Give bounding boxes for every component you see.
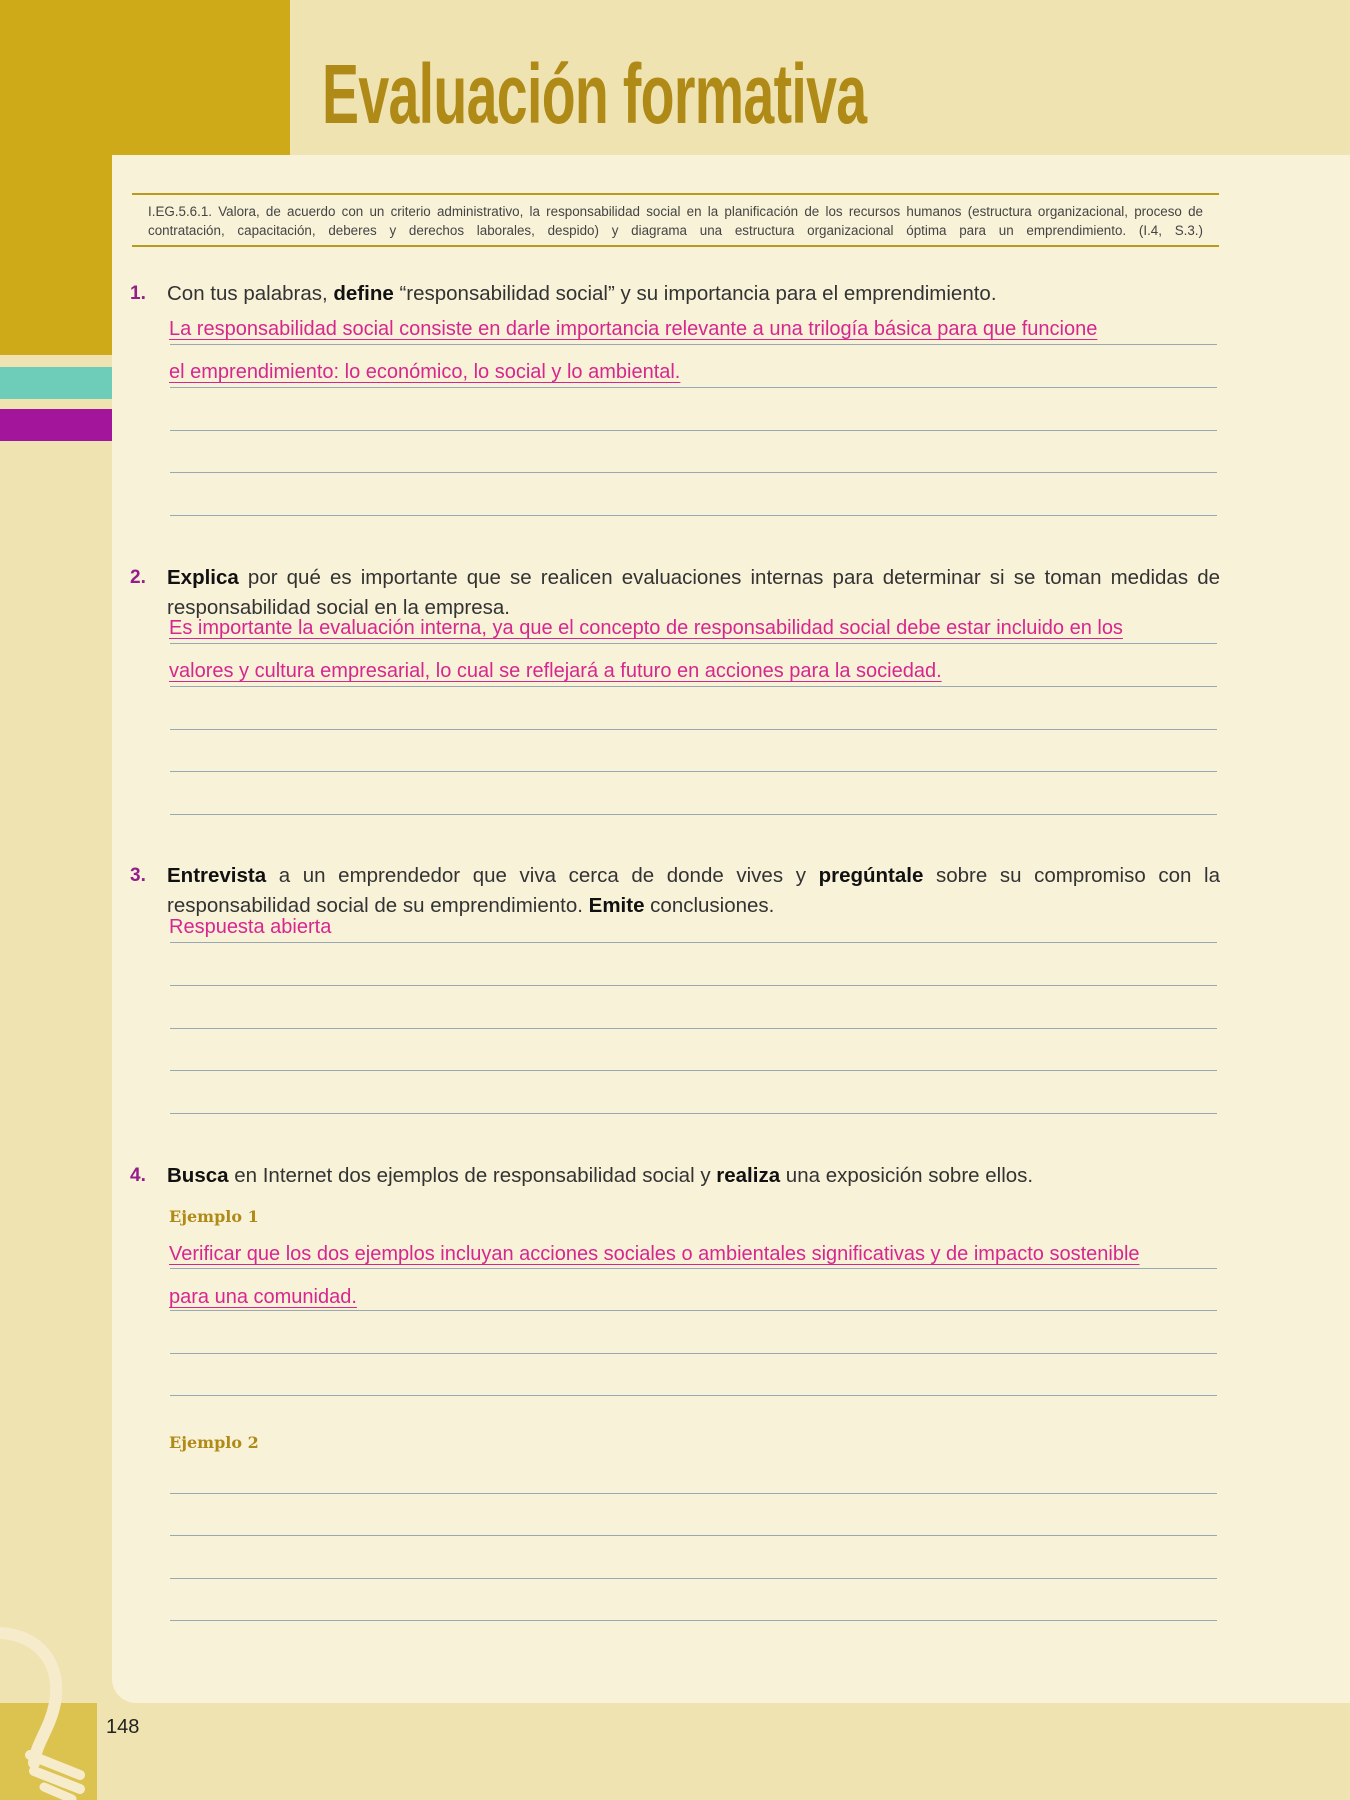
writing-line[interactable] — [170, 686, 1217, 687]
writing-line[interactable] — [170, 1535, 1217, 1536]
answer-line-text: valores y cultura empresarial, lo cual se reflejará a futuro en acciones para la sociedad. — [169, 660, 942, 682]
question-text-part: en Internet dos ejemplos de responsabilidad social y — [228, 1164, 717, 1187]
question-text-part: Con tus palabras, — [167, 282, 334, 305]
writing-line[interactable] — [170, 942, 1217, 943]
question-verb: Entrevista — [167, 864, 267, 887]
writing-line[interactable] — [170, 472, 1217, 473]
writing-line[interactable] — [170, 771, 1217, 772]
question-verb: Emite — [588, 894, 645, 917]
writing-line[interactable] — [170, 1493, 1217, 1494]
writing-line[interactable] — [170, 515, 1217, 516]
question-verb: realiza — [716, 1164, 781, 1187]
question-number: 2. — [130, 567, 146, 588]
writing-line[interactable] — [170, 643, 1217, 644]
question-number: 1. — [130, 283, 146, 304]
question-verb: Busca — [167, 1164, 229, 1187]
answer-line-text: Es importante la evaluación interna, ya que el concepto de responsabilidad social debe estar incluido en los — [169, 617, 1123, 639]
page-title: Evaluación formativa — [322, 47, 867, 141]
answer-line-text: para una comunidad. — [169, 1286, 357, 1308]
teal-accent-bar — [0, 367, 112, 399]
answer-line-text: La responsabilidad social consiste en darle importancia relevante a una trilogía básica para que funcione — [169, 318, 1098, 340]
page-number: 148 — [106, 1716, 140, 1738]
question-verb: define — [333, 282, 394, 305]
writing-line[interactable] — [170, 1395, 1217, 1396]
writing-line[interactable] — [170, 1028, 1217, 1029]
writing-line[interactable] — [170, 1620, 1217, 1621]
answer-line-text: el emprendimiento: lo económico, lo social y lo ambiental. — [169, 361, 681, 383]
question-number: 4. — [130, 1165, 146, 1186]
question-text-part: por qué es importante que se realicen evaluaciones internas para determinar si se toman medidas de responsabilidad social en la empresa. — [167, 566, 1220, 619]
evaluation-standard: I.EG.5.6.1. Valora, de acuerdo con un criterio administrativo, la responsabilidad social en la planificación de los recursos humanos (estructura organizacional, proceso de contratación, capacitación, deberes y derechos laborales, despido) y diagrama una estructura organizacional óptima para un emprendimiento. (I.4, S.3.) — [132, 193, 1219, 247]
writing-line[interactable] — [170, 430, 1217, 431]
magenta-accent-bar — [0, 409, 112, 441]
writing-line[interactable] — [170, 1353, 1217, 1354]
question-text-part: a un emprendedor que viva cerca de donde vives y — [266, 864, 819, 887]
question-number: 3. — [130, 865, 146, 886]
lightbulb-icon — [0, 1625, 100, 1800]
question-text-part: sobre su compromiso con la responsabilidad social de su emprendimiento. — [167, 864, 1220, 917]
answer-line-text: Respuesta abierta — [169, 916, 332, 938]
writing-line[interactable] — [170, 1070, 1217, 1071]
question-text — [167, 563, 1220, 623]
writing-line[interactable] — [170, 387, 1217, 388]
writing-line[interactable] — [170, 1310, 1217, 1311]
writing-line[interactable] — [170, 814, 1217, 815]
question-text — [167, 279, 1220, 309]
writing-line[interactable] — [170, 1268, 1217, 1269]
question-verb: pregúntale — [818, 864, 924, 887]
question-text — [167, 861, 1220, 921]
question-text-part: una exposición sobre ellos. — [780, 1164, 1034, 1187]
question-verb: Explica — [167, 566, 239, 589]
writing-line[interactable] — [170, 985, 1217, 986]
writing-line[interactable] — [170, 729, 1217, 730]
example-2-label: Ejemplo 2 — [169, 1433, 259, 1452]
question-text — [167, 1161, 1220, 1191]
example-1-label: Ejemplo 1 — [169, 1207, 259, 1226]
writing-line[interactable] — [170, 1578, 1217, 1579]
question-text-part: conclusiones. — [644, 894, 775, 917]
answer-line-text: Verificar que los dos ejemplos incluyan acciones sociales o ambientales significativas y de impacto sostenible — [169, 1243, 1140, 1265]
question-text-part: “responsabilidad social” y su importancia para el emprendimiento. — [393, 282, 997, 305]
writing-line[interactable] — [170, 1113, 1217, 1114]
writing-line[interactable] — [170, 344, 1217, 345]
